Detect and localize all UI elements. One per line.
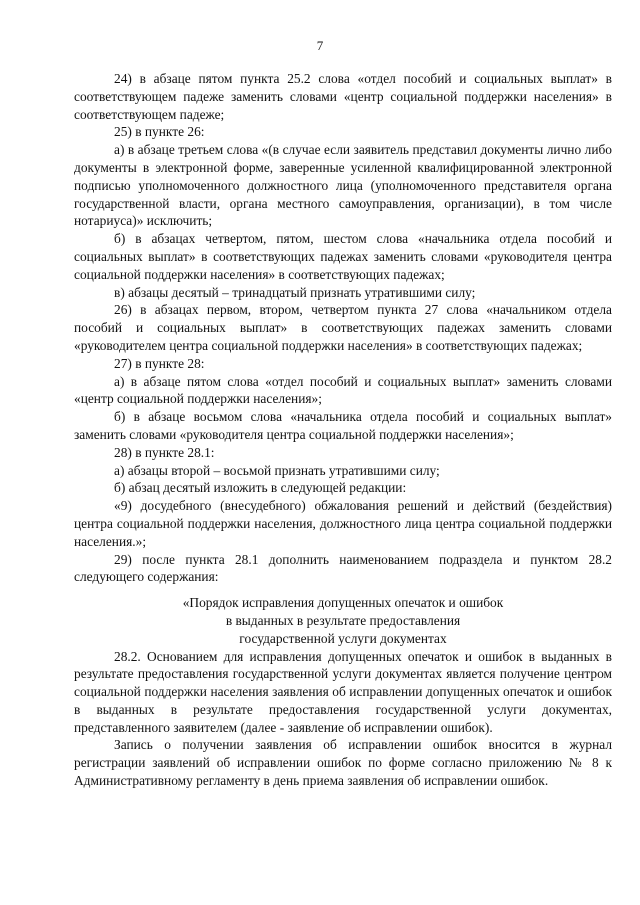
paragraph-item-27: 27) в пункте 28: (114, 355, 205, 371)
paragraph-journal-record: Запись о получении заявления об исправлении ошибок вносится в журнал регистрации заявлений об исправлении ошибок по форме согласно приложению № 8 к Административному регламенту в день приема заявления об исправлении ошибок. (74, 737, 612, 789)
paragraph-item-28: 28) в пункте 28.1: (114, 444, 215, 460)
paragraph-item-27-a: а) в абзаце пятом слова «отдел пособий и социальных выплат» заменить словами «центр социальной поддержки населения»; (74, 373, 612, 407)
paragraph-item-28-a: а) абзацы второй – восьмой признать утратившими силу; (114, 462, 440, 478)
paragraph-item-29: 29) после пункта 28.1 дополнить наименованием подраздела и пунктом 28.2 следующего содержания: (74, 551, 612, 585)
paragraph-item-25: 25) в пункте 26: (114, 124, 205, 140)
subheading-line-1: «Порядок исправления допущенных опечаток и ошибок (182, 595, 504, 611)
paragraph-item-24: 24) в абзаце пятом пункта 25.2 слова «отдел пособий и социальных выплат» в соответствующем падеже заменить словами «центр социальной поддержки населения» в соответствующем падеже; (74, 71, 612, 122)
paragraph-item-25-v: в) абзацы десятый – тринадцатый признать утратившими силу; (114, 284, 476, 300)
paragraph-item-28-b: б) абзац десятый изложить в следующей редакции: (114, 480, 407, 496)
paragraph-new-edition-9: «9) досудебного (внесудебного) обжалования решений и действий (бездействия) центра социальной поддержки населения, должностного лица центра социальной поддержки населения.»; (74, 498, 612, 549)
subheading-line-2: в выданных в результате предоставления (225, 612, 461, 628)
paragraph-item-27-b: б) в абзаце восьмом слова «начальника отдела пособий и социальных выплат» заменить словами «руководителя центра социальной поддержки населения»; (74, 409, 612, 442)
spacer (74, 586, 612, 594)
subheading-line-3: государственной услуги документах (239, 630, 447, 646)
paragraph-item-25-a: а) в абзаце третьем слова «(в случае если заявитель представил документы лично либо документы в электронной форме, заверенные усиленной квалифицированной электронной подписью уполномоченного должностного лица (уполномоченного представителя органа государственной власти, органа местного самоуправления, организации), в том числе нотариуса)» исключить; (74, 142, 612, 229)
document-body (74, 70, 612, 790)
paragraph-item-25-b: б) в абзацах четвертом, пятом, шестом слова «начальника отдела пособий и социальных выплат» в соответствующих падежах заменить словами «руководителя центра социальной поддержки населения» в соответствующих падежах; (74, 231, 612, 282)
page-number: 7 (316, 38, 324, 53)
paragraph-item-26: 26) в абзацах первом, втором, четвертом пункта 27 слова «начальником отдела пособий и социальных выплат» в соответствующих падежах заменить словами «руководителем центра социальной поддержки населения» в соответствующих падежах; (74, 302, 612, 353)
paragraph-item-28-2: 28.2. Основанием для исправления допущенных опечаток и ошибок в выданных в результате предоставления государственной услуги документах является получение центром социальной поддержки населения заявления об исправлении допущенных опечаток и ошибок в выданных в результате предоставления государственной услуги документах, представленного заявителем (далее - заявление об исправлении ошибок). (74, 648, 612, 735)
